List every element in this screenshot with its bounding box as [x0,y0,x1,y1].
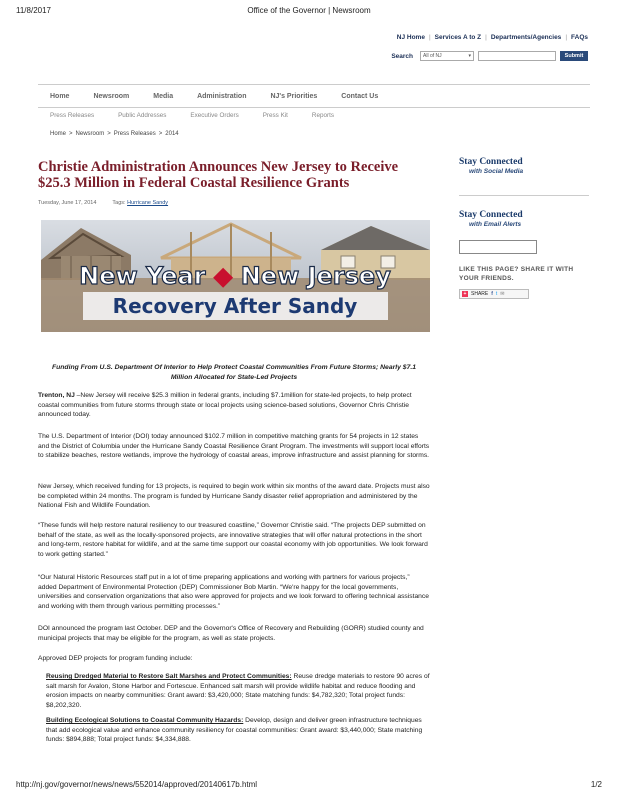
social-title[interactable]: Stay Connected [459,157,523,167]
util-link-nj-home[interactable]: NJ Home [396,34,425,41]
nav-home[interactable]: Home [50,92,70,100]
chevron-down-icon: ▾ [468,53,471,59]
twitter-icon: t [495,291,498,297]
util-link-services[interactable]: Services A to Z [434,34,482,41]
article-subhead: Funding From U.S. Department Of Interior to Help Protect Coastal Communities From Future Storms; Nearly $7.1 Million Allocated for State-Led Projects [51,364,417,381]
breadcrumb: Home > Newsroom > Press Releases > 2014 [50,131,179,137]
paragraph-3: New Jersey, which received funding for 13 projects, is required to begin work within six months of the award date. Projects must also be completed within 24 months. The program is funded by Hurricane Sandy disaster relief appropriation and administered by the National Fish and Wildlife Foundation. [38,483,430,509]
email-title[interactable]: Stay Connected [459,210,523,220]
list-item [46,672,430,710]
search-submit-button[interactable]: Submit [560,51,588,61]
paragraph-4: “These funds will help restore natural resiliency to our treasured coastline,” Governor Christie said. “The projects DEP submitted on behalf of the state, as well as the locally-sponsored projects, are innovative strategies that will offer natural protections in the short and long-term, restore habitat for wildlife, and at the same time support our coastal economy with job opportunities. We look forward to work getting started.” [38,522,428,558]
subnav-press-releases[interactable]: Press Releases [50,112,95,119]
nav-newsroom[interactable]: Newsroom [93,92,130,100]
search-scope-value: All of NJ [423,53,442,59]
nav-priorities[interactable]: NJ's Priorities [270,92,318,100]
search-scope-select[interactable] [420,51,474,61]
main-nav [38,84,590,108]
paragraph-1-text: –New Jersey will receive $25.3 million in federal grants, including $7.1million for state-led projects, to help protect coastal communities from future storms through state or local projects using science-based solutions, Governor Chris Christie announced today. [38,392,412,418]
print-date: 11/8/2017 [16,6,51,15]
list-item-text: Reuse dredge materials to restore 90 acres of salt marsh for Avalon, Stone Harbor and Fortescue. Enhanced salt marsh will provide wildlife habitat and reduce flooding and erosion impacts on nearby communities: Grant award: $3,420,000; State matching funds: $4,782,320; Total project funds: $8,202,320. [46,673,430,709]
list-item-text: Develop, design and deliver green infrastructure techniques that add ecological value and enhance community resiliency for coastal communities: Grant award: $3,440,000; State matching funds: $894,888; Total project funds: $4,334,888. [46,717,423,743]
sub-nav [38,112,590,119]
share-label: SHARE [471,291,489,297]
list-item-lead: Building Ecological Solutions to Coastal Community Hazards: [46,717,244,724]
share-prompt: LIKE THIS PAGE? SHARE IT WITH YOUR FRIENDS. [459,266,574,282]
email-field[interactable] [459,240,537,254]
plus-icon: + [463,291,467,297]
list-item [46,716,430,745]
banner-graphic [41,220,430,332]
list-item-lead: Reusing Dredged Material to Restore Salt Marshes and Protect Communities: [46,673,292,680]
search-label: Search [391,52,413,60]
sidebar [459,157,589,299]
print-header [16,6,602,20]
article-date: Tuesday, June 17, 2014 [38,200,97,206]
breadcrumb-press-releases[interactable]: Press Releases [113,131,156,137]
print-url: http://nj.gov/governor/news/news/552014/approved/20140617b.html [16,780,258,789]
banner-line1: New Year ◆ New Jersey [79,262,391,290]
social-subtitle[interactable]: with Social Media [469,168,524,175]
nav-administration[interactable]: Administration [197,92,247,100]
article-title: Christie Administration Announces New Jersey to Receive $25.3 Million in Federal Coastal Resilience Grants [38,159,399,191]
dateline: Trenton, NJ [38,392,75,399]
tag-link[interactable]: Hurricane Sandy [127,200,169,206]
util-link-departments[interactable]: Departments/Agencies [490,34,562,41]
print-page-number: 1/2 [590,780,602,789]
nav-contact[interactable]: Contact Us [341,92,379,100]
banner-image [41,220,430,332]
search-input[interactable] [478,51,556,61]
paragraph-2: The U.S. Department of Interior (DOI) today announced $102.7 million in competitive matching grants for 54 projects in 12 states and the District of Columbia under the Hurricane Sandy Coastal Resilience Grant Program. The investments will support local efforts to stabilize beaches, restore wetlands, improve the hydrology of coastal areas, improve infrastructure and assist planning for storms. [38,433,430,459]
breadcrumb-home[interactable]: Home [50,131,67,137]
subnav-public-addresses[interactable]: Public Addresses [118,112,167,119]
sidebar-divider [459,195,589,196]
subnav-reports[interactable]: Reports [311,112,334,119]
breadcrumb-newsroom[interactable]: Newsroom [75,131,105,137]
facebook-icon: f [491,291,493,297]
paragraph-5: “Our Natural Historic Resources staff put in a lot of time preparing applications and working with partners for various projects,” added Department of Environmental Protection (DEP) Commissioner Bob Martin. “We're happy for the local governments, universities and conservation organizations that also were approved for projects and we look forward to offering technical assistance and working with them through various permitting processes.” [38,574,429,610]
utility-nav: NJ Home | Services A to Z | Departments/Agencies | FAQs [396,34,588,41]
email-icon: ✉ [500,291,505,297]
util-link-faqs[interactable]: FAQs [571,34,588,41]
print-footer [16,780,602,792]
paragraph-1 [38,391,430,420]
search-bar [391,50,588,62]
paragraph-7: Approved DEP projects for program funding include: [38,655,193,662]
tags-label: Tags: [112,200,126,206]
paragraph-6: DOI announced the program last October. DEP and the Governor's Office of Recovery and Rebuilding (GORR) studied county and municipal projects that may be eligible for the program, as well as state projects. [38,625,424,642]
print-page-title: Office of the Governor | Newsroom [247,6,371,15]
share-button[interactable] [459,289,529,299]
article-meta [38,200,168,206]
breadcrumb-year[interactable]: 2014 [165,131,179,137]
nav-media[interactable]: Media [153,92,174,100]
subnav-executive-orders[interactable]: Executive Orders [190,112,239,119]
banner-line2: Recovery After Sandy [112,294,358,318]
subnav-press-kit[interactable]: Press Kit [262,112,288,119]
email-subtitle[interactable]: with Email Alerts [469,221,522,228]
